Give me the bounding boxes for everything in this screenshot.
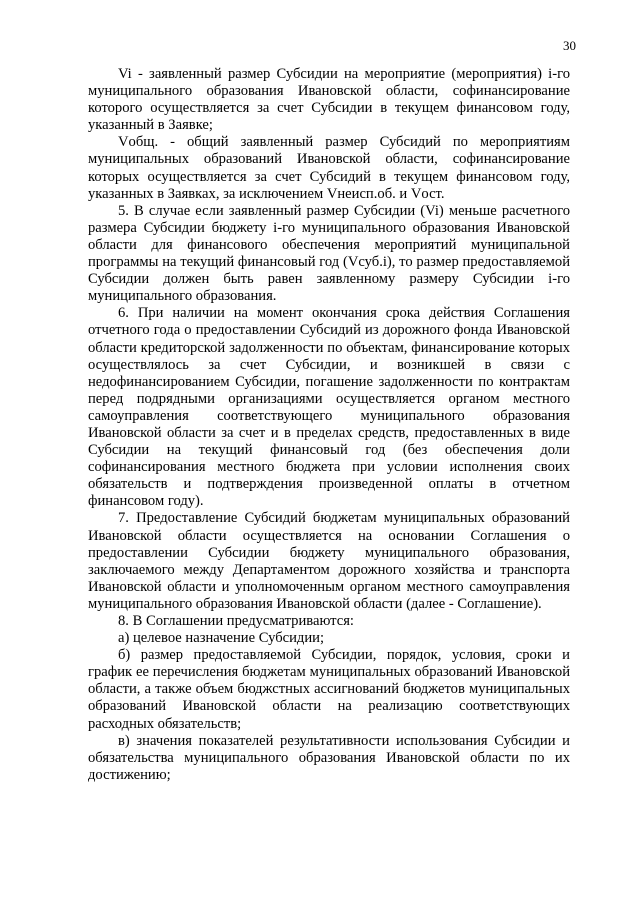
paragraph-item-8: 8. В Соглашении предусматриваются:	[118, 613, 354, 629]
paragraph-vobsch-definition: Vобщ. - общий заявленный размер Субсидий по мероприятиям муниципальных образований Ивановской области, софинансирование которых осуществляется за счет Субсидий в текущем финансовом году, указанных в Заявках, за исключением Vнеисп.об. и Vост.	[88, 134, 570, 202]
page-number: 30	[563, 38, 576, 53]
document-body	[88, 66, 570, 784]
paragraph-item-8v: в) значения показателей результативности использования Субсидии и обязательства муниципального образования Ивановской области по их достижению;	[88, 732, 570, 783]
paragraph-item-8a: а) целевое назначение Субсидии;	[118, 630, 325, 647]
paragraph-vi-definition: Vi - заявленный размер Субсидии на мероприятие (мероприятия) i-го муниципального образования Ивановской области, софинансирование которого осуществляется за счет Субсидии в текущем финансовом году, указанный в Заявке;	[88, 66, 570, 134]
paragraph-item-7: 7. Предоставление Субсидий бюджетам муниципальных образований Ивановской области осуществляется на основании Соглашения о предоставлении Субсидии бюджету муниципального образования, заключаемого между Департаментом дорожного хозяйства и транспорта Ивановской области и уполномоченным органом местного самоуправления муниципального образования Ивановской области (далее - Соглашение).	[88, 510, 570, 612]
paragraph-item-8b: б) размер предоставляемой Субсидии, порядок, условия, сроки и график ее перечисления бюджетам муниципальных образований Ивановской области, а также объем бюджстных ассигнований бюджетов муниципальных образований Ивановской области на реализацию соответствующих расходных обязательств;	[88, 647, 570, 732]
paragraph-item-5: 5. В случае если заявленный размер Субсидии (Vi) меньше расчетного размера Субсидии бюджету i-го муниципального образования Ивановской области для финансового обеспечения мероприятий муниципальной программы на текущий финансовый год (Vсуб.i), то размер предоставляемой Субсидии должен быть равен заявленному размеру Субсидии i-го муниципального образования.	[88, 202, 570, 305]
paragraph-item-6: 6. При наличии на момент окончания срока действия Соглашения отчетного года о предоставлении Субсидий из дорожного фонда Ивановской области кредиторской задолженности по объектам, финансирование которых осуществлялось за счет Субсидии, и возникшей в связи с недофинансированием Субсидии, погашение задолженности по контрактам перед подрядными организациями осуществляется органом местного самоуправления соответствующего муниципального образования Ивановской области за счет и в пределах средств, предоставленных в виде Субсидии на текущий финансовый год (без обеспечения доли софинансирования местного бюджета при условии исполнения своих обязательств и подтверждения произведенной оплаты в отчетном финансовом году).	[88, 305, 570, 510]
